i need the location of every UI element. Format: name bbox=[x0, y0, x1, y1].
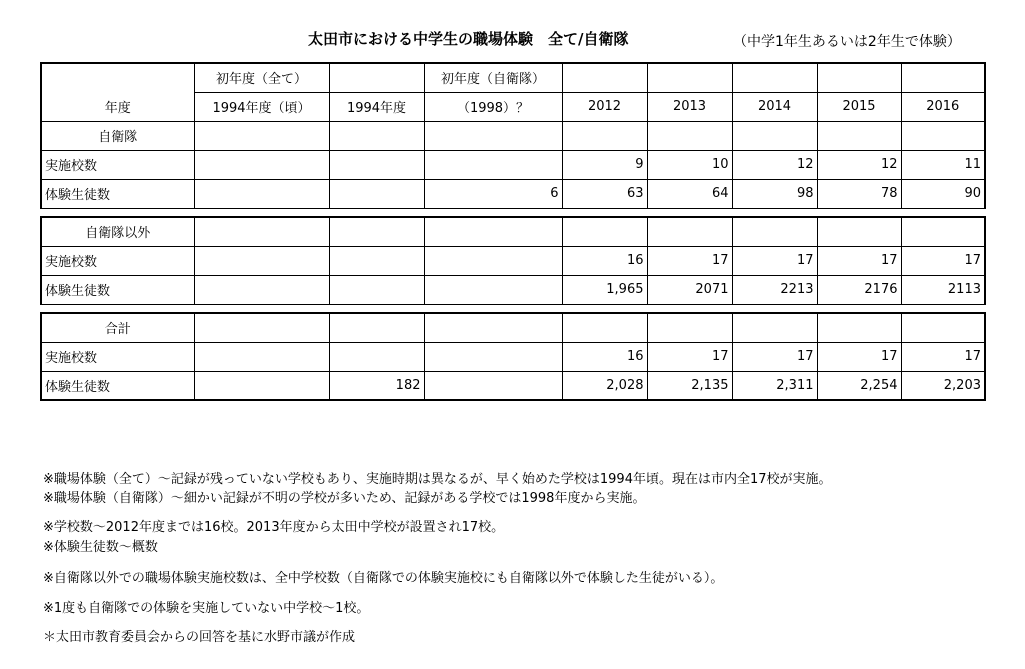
table-cell: 17 bbox=[817, 342, 901, 371]
note-line: ※職場体験（自衛隊）～細かい記録が不明の学校が多いため、記録がある学校では1998年度から実施。 bbox=[43, 491, 646, 506]
header-cell bbox=[329, 63, 424, 92]
table-cell: 63 bbox=[562, 179, 647, 208]
header-cell: 初年度（全て） bbox=[194, 63, 329, 92]
note-line: ※職場体験（全て）～記録が残っていない学校もあり、実施時期は異なるが、早く始めた学校は1994年頃。現在は市内全17校が実施。 bbox=[43, 472, 832, 487]
section-gap bbox=[41, 304, 985, 313]
table-cell bbox=[424, 371, 562, 400]
table-cell: 2113 bbox=[901, 275, 985, 304]
section-label: 自衛隊以外 bbox=[41, 217, 194, 246]
table-cell bbox=[329, 342, 424, 371]
row-label: 実施校数 bbox=[41, 246, 194, 275]
table-cell: 9 bbox=[562, 150, 647, 179]
header-cell bbox=[647, 63, 732, 92]
header-row-1 bbox=[41, 63, 985, 92]
header-cell: （1998）？ bbox=[424, 92, 562, 121]
note-line: ＊太田市教育委員会からの回答を基に水野市議が作成 bbox=[43, 630, 356, 645]
table-cell: 2,254 bbox=[817, 371, 901, 400]
table-row bbox=[41, 150, 985, 179]
table-cell: 182 bbox=[329, 371, 424, 400]
table-cell bbox=[194, 150, 329, 179]
row-label: 体験生徒数 bbox=[41, 179, 194, 208]
table-row bbox=[41, 342, 985, 371]
table-cell: 12 bbox=[732, 150, 817, 179]
header-cell: 1994年度（頃） bbox=[194, 92, 329, 121]
section-label-row bbox=[41, 313, 985, 342]
header-cell: 2016 bbox=[901, 92, 985, 121]
table-cell: 16 bbox=[562, 342, 647, 371]
table-cell bbox=[194, 179, 329, 208]
section-label: 合計 bbox=[41, 313, 194, 342]
table-cell: 2,311 bbox=[732, 371, 817, 400]
table-cell: 17 bbox=[732, 342, 817, 371]
section-gap bbox=[41, 208, 985, 217]
header-cell: 初年度（自衛隊） bbox=[424, 63, 562, 92]
table-row bbox=[41, 371, 985, 400]
table-cell: 2071 bbox=[647, 275, 732, 304]
table-cell: 17 bbox=[647, 342, 732, 371]
table-cell: 90 bbox=[901, 179, 985, 208]
header-cell: 2015 bbox=[817, 92, 901, 121]
section-label-row bbox=[41, 121, 985, 150]
table-cell: 16 bbox=[562, 246, 647, 275]
table-cell: 2,028 bbox=[562, 371, 647, 400]
table-cell: 64 bbox=[647, 179, 732, 208]
table-cell bbox=[424, 275, 562, 304]
table-cell: 98 bbox=[732, 179, 817, 208]
header-cell: 2013 bbox=[647, 92, 732, 121]
table-cell: 17 bbox=[901, 246, 985, 275]
table-cell bbox=[194, 371, 329, 400]
table-cell: 17 bbox=[901, 342, 985, 371]
table-cell bbox=[424, 342, 562, 371]
header-cell: 2014 bbox=[732, 92, 817, 121]
row-label: 体験生徒数 bbox=[41, 275, 194, 304]
header-cell bbox=[732, 63, 817, 92]
section-label-row bbox=[41, 217, 985, 246]
header-corner bbox=[41, 63, 194, 92]
table-cell: 78 bbox=[817, 179, 901, 208]
header-cell bbox=[901, 63, 985, 92]
table-cell bbox=[194, 246, 329, 275]
table-row bbox=[41, 275, 985, 304]
table-cell bbox=[424, 246, 562, 275]
table-cell bbox=[424, 150, 562, 179]
note-line: ※体験生徒数～概数 bbox=[43, 540, 158, 555]
header-cell: 1994年度 bbox=[329, 92, 424, 121]
row-label: 体験生徒数 bbox=[41, 371, 194, 400]
table-cell bbox=[194, 342, 329, 371]
table-row bbox=[41, 179, 985, 208]
table-cell: 2176 bbox=[817, 275, 901, 304]
table-cell bbox=[329, 246, 424, 275]
table-cell: 17 bbox=[817, 246, 901, 275]
note-line: ※自衛隊以外での職場体験実施校数は、全中学校数（自衛隊での体験実施校にも自衛隊以外で体験した生徒がいる）。 bbox=[43, 571, 724, 586]
page-title: 太田市における中学生の職場体験 全て/自衛隊 bbox=[308, 30, 629, 48]
page-subtitle: （中学1年生あるいは2年生で体験） bbox=[733, 34, 961, 50]
data-table bbox=[40, 62, 986, 401]
table-cell bbox=[329, 179, 424, 208]
note-line: ※学校数～2012年度までは16校。2013年度から太田中学校が設置され17校。 bbox=[43, 520, 505, 535]
table-cell: 1,965 bbox=[562, 275, 647, 304]
table-cell: 6 bbox=[424, 179, 562, 208]
header-cell bbox=[562, 63, 647, 92]
table-cell bbox=[194, 275, 329, 304]
note-line: ※1度も自衛隊での体験を実施していない中学校～1校。 bbox=[43, 601, 370, 616]
header-cell: 2012 bbox=[562, 92, 647, 121]
table-cell bbox=[329, 150, 424, 179]
table-row bbox=[41, 246, 985, 275]
header-cell bbox=[817, 63, 901, 92]
table-cell: 17 bbox=[732, 246, 817, 275]
year-header: 年度 bbox=[41, 92, 194, 121]
section-label: 自衛隊 bbox=[41, 121, 194, 150]
table-cell: 2,203 bbox=[901, 371, 985, 400]
header-row-2 bbox=[41, 92, 985, 121]
row-label: 実施校数 bbox=[41, 150, 194, 179]
table-cell bbox=[329, 275, 424, 304]
row-label: 実施校数 bbox=[41, 342, 194, 371]
table-cell: 2,135 bbox=[647, 371, 732, 400]
table-cell: 10 bbox=[647, 150, 732, 179]
table-cell: 11 bbox=[901, 150, 985, 179]
table-cell: 12 bbox=[817, 150, 901, 179]
table-cell: 2213 bbox=[732, 275, 817, 304]
table-cell: 17 bbox=[647, 246, 732, 275]
